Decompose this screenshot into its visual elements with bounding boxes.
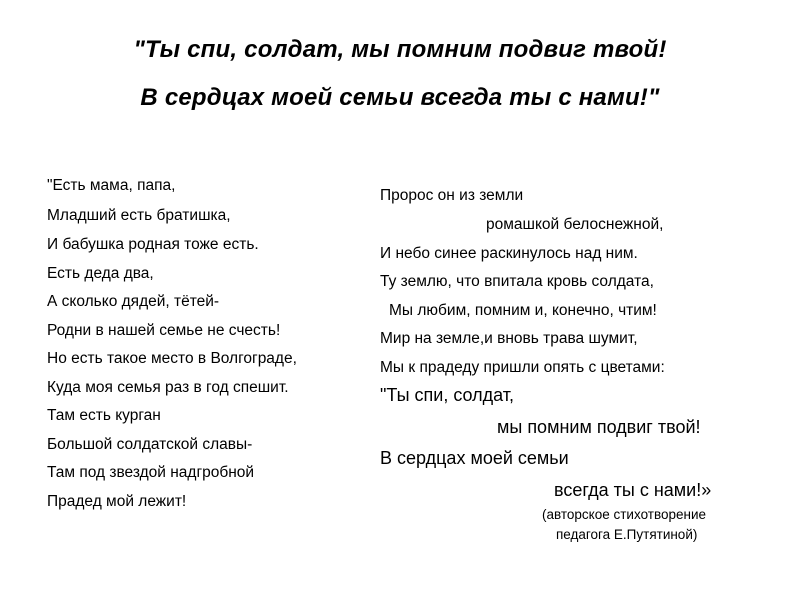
title-line-1: "Ты спи, солдат, мы помним подвиг твой! (133, 36, 667, 63)
left-poem-line: И бабушка родная тоже есть. (47, 236, 259, 253)
left-poem-line: Большой солдатской славы- (47, 436, 253, 453)
title-line-2: В сердцах моей семьи всегда ты с нами!" (140, 84, 660, 111)
right-poem-line: Ту землю, что впитала кровь солдата, (380, 273, 654, 290)
right-poem-line: Пророс он из земли (380, 187, 524, 204)
left-poem-line: Но есть такое место в Волгограде, (47, 350, 297, 367)
left-poem-line: "Есть мама, папа, (47, 177, 176, 194)
left-poem-line: А сколько дядей, тётей- (47, 293, 220, 310)
right-poem-line: "Ты спи, солдат, (380, 385, 515, 405)
left-poem-line: Родни в нашей семье не счесть! (47, 322, 281, 339)
right-poem-line: Мы любим, помним и, конечно, чтим! (389, 302, 657, 319)
right-poem-line: мы помним подвиг твой! (497, 417, 701, 437)
right-poem-line: всегда ты с нами!» (554, 480, 712, 500)
right-poem-line: ромашкой белоснежной, (486, 216, 664, 233)
left-poem-line: Младший есть братишка, (47, 207, 231, 224)
right-poem-line: Мы к прадеду пришли опять с цветами: (380, 359, 665, 376)
right-poem-line: Мир на земле,и вновь трава шумит, (380, 330, 638, 347)
left-poem-line: Куда моя семья раз в год спешит. (47, 379, 289, 396)
right-poem-line: И небо синее раскинулось над ним. (380, 245, 638, 262)
left-poem-line: Прадед мой лежит! (47, 493, 187, 510)
left-poem-line: Есть деда два, (47, 265, 154, 282)
right-poem-line: В сердцах моей семьи (380, 448, 569, 468)
attribution-line-1: (авторское стихотворение (542, 507, 707, 522)
left-poem-line: Там есть курган (47, 407, 161, 424)
attribution-line-2: педагога Е.Путятиной) (556, 527, 698, 542)
left-poem-line: Там под звездой надгробной (47, 464, 255, 481)
